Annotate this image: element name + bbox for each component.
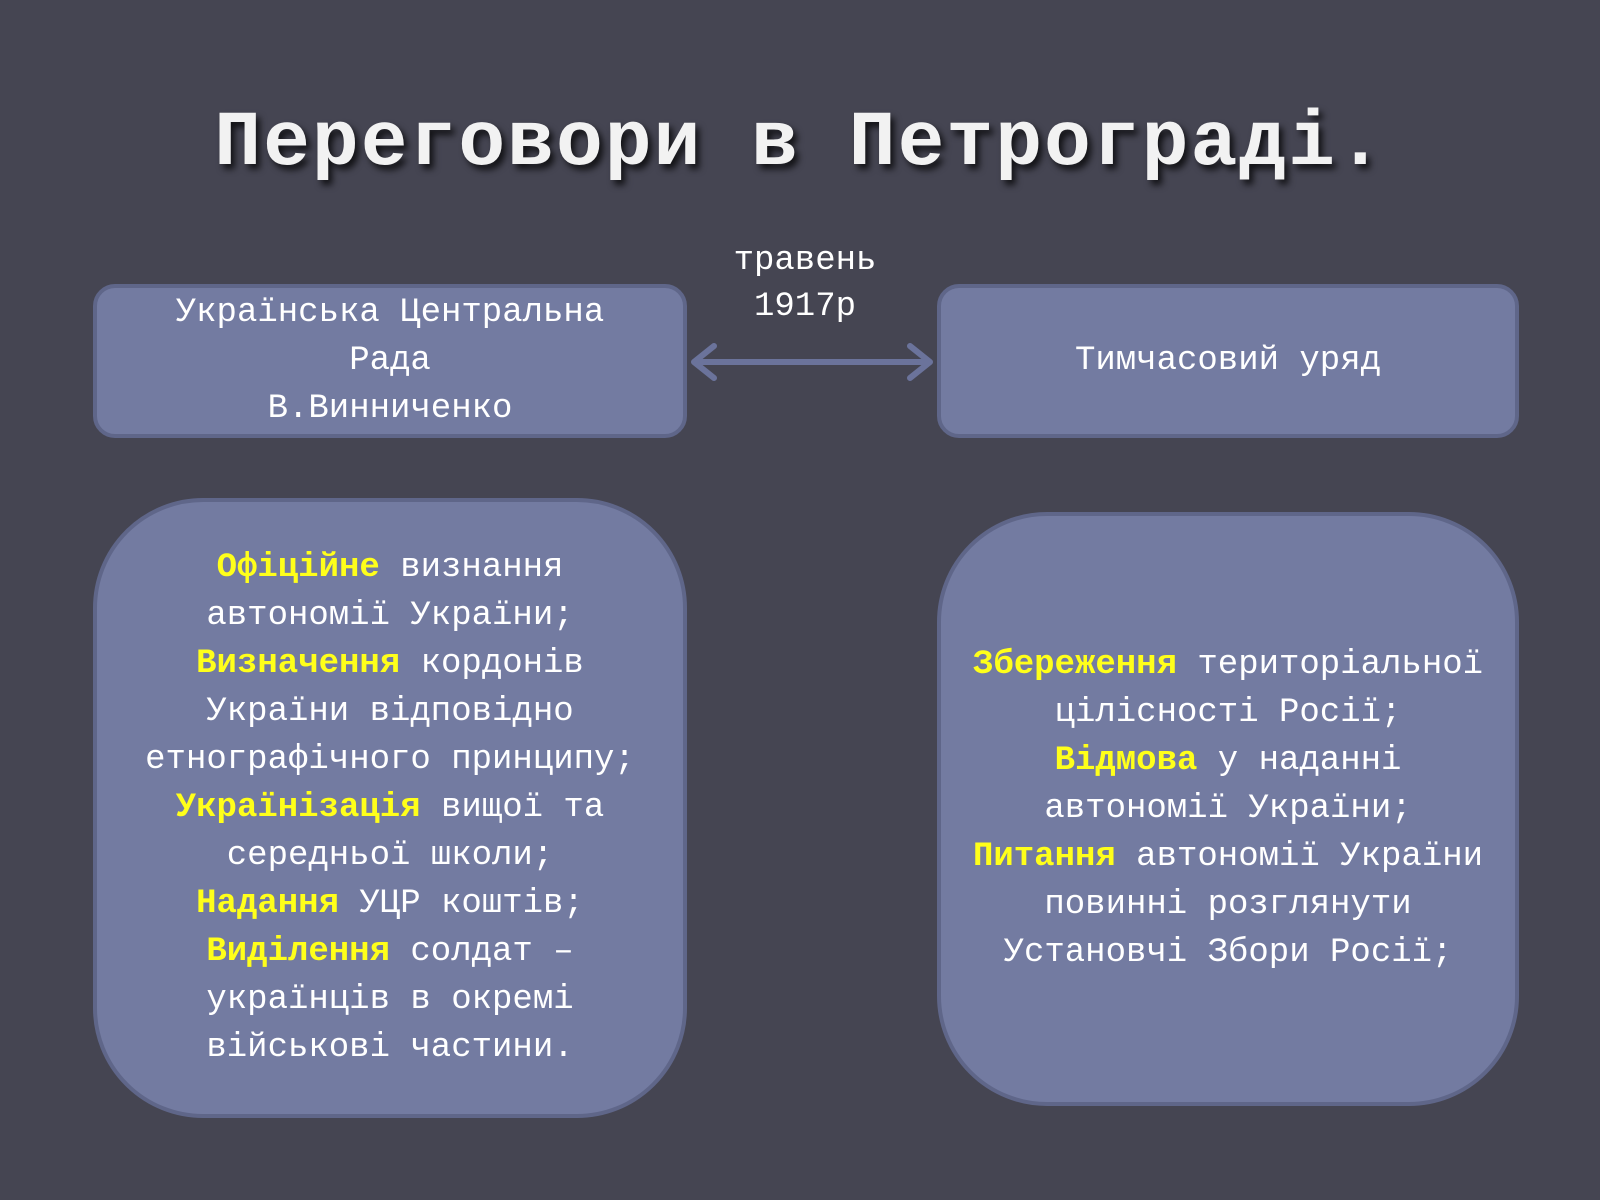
position-item — [971, 641, 1485, 737]
position-item — [971, 833, 1485, 977]
government-position-box — [937, 512, 1519, 1106]
date-label — [705, 238, 905, 330]
demand-keyword: Українізація — [175, 789, 421, 827]
position-text: автономії України повинні розглянути Установчі Збори Росії; — [1003, 838, 1484, 972]
demand-keyword: Виділення — [206, 933, 390, 971]
ucr-leader: В.Винниченко — [267, 390, 513, 428]
demand-item — [127, 784, 653, 880]
demand-keyword: Офіційне — [216, 549, 380, 587]
demand-text: вищої та середньої школи; — [226, 789, 605, 875]
position-keyword: Збереження — [972, 646, 1177, 684]
position-keyword: Питання — [972, 838, 1116, 876]
demand-text: УЦР коштів; — [338, 885, 584, 923]
date-year: 1917р — [753, 288, 857, 326]
position-text: територіальної цілісності Росії; — [1054, 646, 1484, 732]
slide-title: Переговори в Петрограді. — [214, 100, 1386, 188]
demand-text: солдат – українців в окремі військові частини. — [206, 933, 574, 1067]
demand-item — [196, 880, 584, 928]
provisional-government-box — [937, 284, 1519, 438]
demand-text: визнання автономії України; — [206, 549, 574, 635]
demand-text: кордонів України відповідно етнографічного принципу; — [145, 645, 635, 779]
ucr-name-line1: Українська Центральна — [175, 294, 605, 332]
ucr-demands-box — [93, 498, 687, 1118]
provisional-government-label: Тимчасовий уряд — [1074, 342, 1382, 380]
position-keyword: Відмова — [1054, 742, 1198, 780]
date-month: травень — [733, 242, 877, 280]
demand-item — [127, 928, 653, 1072]
ucr-name-line2: Рада — [349, 342, 431, 380]
position-text: у наданні автономії України; — [1044, 742, 1412, 828]
double-arrow-icon — [686, 340, 938, 384]
ucr-box — [93, 284, 687, 438]
demand-keyword: Надання — [196, 885, 339, 923]
position-item — [971, 737, 1485, 833]
demand-item — [127, 640, 653, 784]
demand-keyword: Визначення — [196, 645, 401, 683]
demand-item — [127, 544, 653, 640]
